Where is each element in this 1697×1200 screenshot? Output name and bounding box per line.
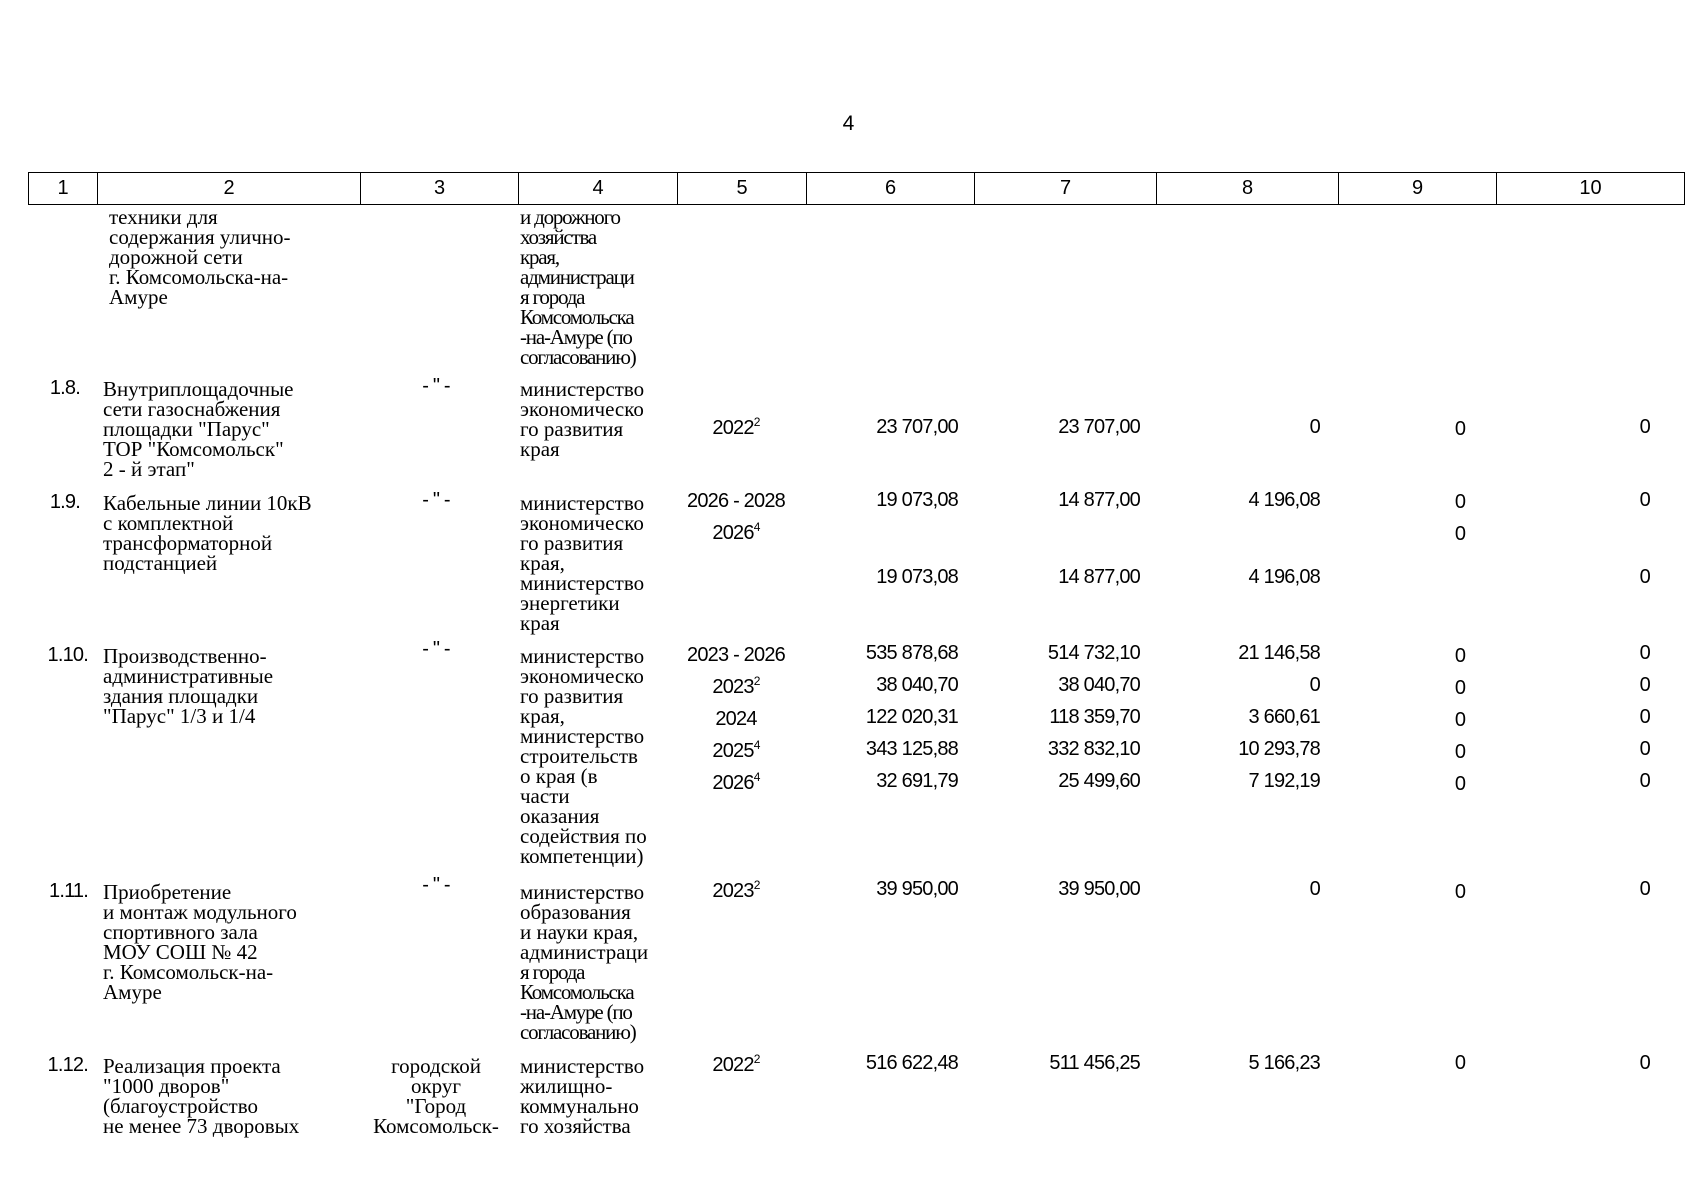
column-number: 1 [29,173,98,205]
item-name: Реализация проекта "1000 дворов" (благоустройство не менее 73 дворовых [103,1054,300,1138]
item-name: Внутриплощадочные сети газоснабжения площадки "Парус" ТОР "Комсомольск" 2 - й этап" [103,377,294,481]
item-total: 343 125,88 [865,738,958,760]
item-local: 0 [1454,709,1466,731]
item-location: - " - [422,638,450,660]
column-number: 4 [519,173,678,205]
item-federal: 23 707,00 [1058,416,1140,438]
item-regional: 0 [1309,416,1320,438]
item-name: Кабельные линии 10кВ с комплектной трансформаторной подстанцией [103,491,312,575]
item-federal: 511 456,25 [1049,1052,1140,1074]
item-local: 0 [1454,1052,1466,1074]
item-other: 0 [1639,642,1650,664]
column-number: 7 [975,173,1157,205]
item-year: 2023$^2$ [712,878,760,902]
column-number: 2 [98,173,361,205]
item-federal: 14 877,00 [1058,566,1140,588]
column-number: 6 [807,173,975,205]
column-number: 8 [1157,173,1339,205]
item-other: 0 [1639,1052,1650,1074]
item-total: 19 073,08 [876,489,958,511]
item-total: 39 950,00 [876,878,958,900]
item-total: 38 040,70 [876,674,958,696]
item-federal: 39 950,00 [1058,878,1140,900]
item-federal: 332 832,10 [1047,738,1140,760]
item-name: Производственно- административные здания площадки "Парус" 1/3 и 1/4 [103,644,274,728]
item-location: городской округ "Город Комсомольск- [373,1054,499,1138]
item-year: 2026$^4$ [712,520,760,544]
item-total: 516 622,48 [865,1052,958,1074]
column-number: 3 [361,173,519,205]
item-location: - " - [422,489,450,511]
item-year: 2026$^4$ [712,770,760,794]
item-local: 0 [1454,741,1466,763]
item-local: 0 [1454,418,1466,440]
item-regional: 3 660,61 [1248,706,1320,728]
item-executor: министерство экономическо го развития края [520,377,645,461]
item-local: 0 [1454,645,1466,667]
item-number: 1.9. [49,491,80,513]
item-total: 32 691,79 [876,770,958,792]
item-year: 2022$^2$ [712,1052,760,1076]
item-year: 2023$^2$ [712,674,760,698]
column-header-row [28,172,1685,205]
item-other: 0 [1639,416,1650,438]
item-other: 0 [1639,770,1650,792]
item-regional: 4 196,08 [1248,566,1320,588]
item-regional: 7 192,19 [1248,770,1320,792]
item-federal: 25 499,60 [1058,770,1140,792]
item-federal: 14 877,00 [1058,489,1140,511]
item-local: 0 [1454,523,1466,545]
item-regional: 5 166,23 [1248,1052,1320,1074]
item-period: 2023 - 2026 [687,644,785,666]
item-total: 535 878,68 [865,642,958,664]
item-period: 2026 - 2028 [687,490,785,512]
item-regional: 10 293,78 [1238,738,1320,760]
item-total: 122 020,31 [865,706,958,728]
item-year: 2024 [715,708,757,730]
item-local: 0 [1454,773,1466,795]
column-number: 10 [1497,173,1685,205]
item-total: 23 707,00 [876,416,958,438]
item-federal: 118 359,70 [1049,706,1140,728]
item-executor: министерство экономическо го развития края, министерство энергетики края [520,491,645,635]
item-other: 0 [1639,706,1650,728]
item-total: 19 073,08 [876,566,958,588]
item-regional: 21 146,58 [1238,642,1320,664]
column-number: 9 [1339,173,1497,205]
item-number: 1.8. [49,377,80,399]
item-year: 2022$^2$ [712,415,760,439]
item-number: 1.12. [47,1054,88,1076]
item-other: 0 [1639,738,1650,760]
item-executor: министерство жилищно- коммунально го хозяйства [520,1054,645,1138]
item-other: 0 [1639,489,1650,511]
item-other: 0 [1639,878,1650,900]
page-number: 4 [842,112,855,135]
item-location: - " - [422,375,450,397]
item-local: 0 [1454,491,1466,513]
item-local: 0 [1454,677,1466,699]
item-year: 2025$^4$ [712,738,760,762]
continued-executor: и дорожного хозяйства края, администраци я города Комсомольска -на-Амуре (по согласованию) [520,205,636,369]
column-number: 5 [678,173,807,205]
item-federal: 38 040,70 [1058,674,1140,696]
item-other: 0 [1639,566,1650,588]
item-regional: 0 [1309,674,1320,696]
item-executor: министерство экономическо го развития края, министерство строительств о края (в части оказания содействия по компетенции) [520,644,647,868]
item-local: 0 [1454,881,1466,903]
item-federal: 514 732,10 [1047,642,1140,664]
item-number: 1.10. [47,644,88,666]
item-executor: министерство образования и науки края, администраци я города Комсомольска -на-Амуре (по согласованию) [520,880,649,1044]
item-other: 0 [1639,674,1650,696]
item-number: 1.11. [49,880,88,902]
item-regional: 4 196,08 [1248,489,1320,511]
item-regional: 0 [1309,878,1320,900]
item-location: - " - [422,874,450,896]
continued-item-name: техники для содержания улично- дорожной сети г. Комсомольска-на- Амуре [109,205,291,309]
item-name: Приобретение и монтаж модульного спортивного зала МОУ СОШ № 42 г. Комсомольск-на- Амуре [103,880,297,1004]
